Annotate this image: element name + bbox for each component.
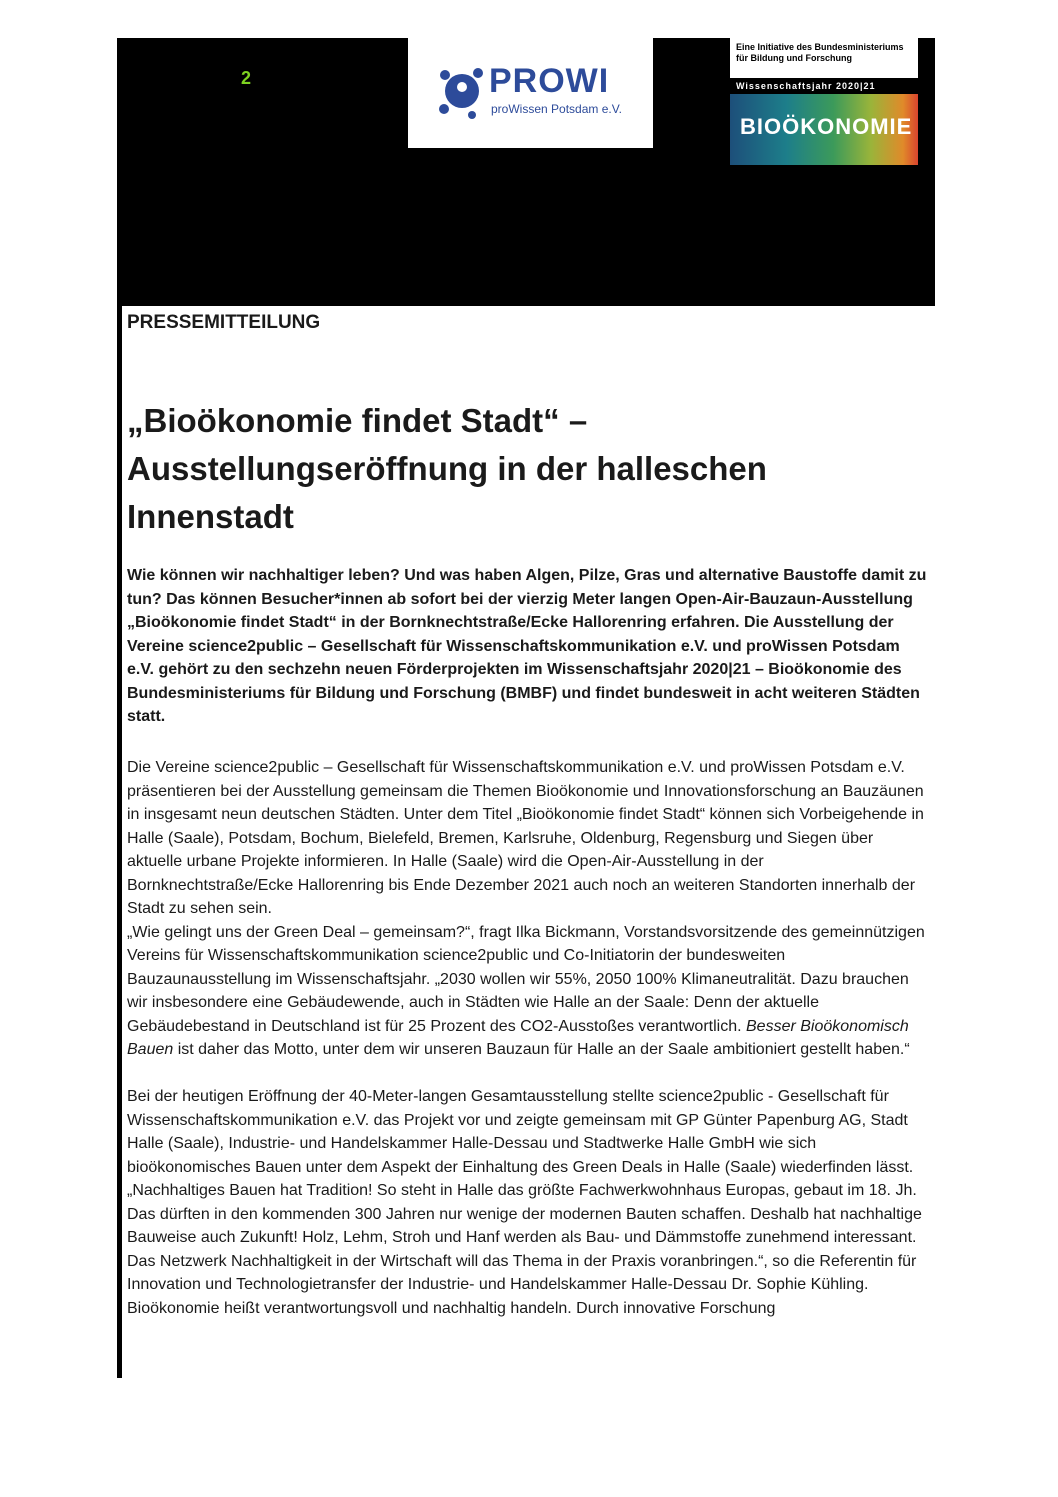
prowi-molecule-icon <box>438 63 488 123</box>
bmbf-initiative-text: Eine Initiative des Bundesministeriums für Bildung und Forschung <box>736 42 904 63</box>
quote-part-2: ist daher das Motto, unter dem wir unseren Bauzaun für Halle an der Saale ambitioniert gestellt haben.“ <box>173 1041 910 1058</box>
document-kicker: PRESSEMITTEILUNG <box>127 312 321 333</box>
body-paragraph-1: Die Vereine science2public – Gesellschaft für Wissenschaftskommunikation e.V. und proWissen Potsdam e.V. präsentieren bei der Ausstellung gemeinsam die Themen Bioökonomie und Innovationsforschung an Bauzäunen in insgesamt neun deutschen Städten. Unter dem Titel „Bioökonomie findet Stadt“ können sich Vorbeigehende in Halle (Saale), Potsdam, Bochum, Bielefeld, Bremen, Karlsruhe, Oldenburg, Regensburg und Siegen über aktuelle urbane Projekte informieren. In Halle (Saale) wird die Open-Air-Ausstellung in der Bornknechtstraße/Ecke Hallorenring bis Ende Dezember 2021 auch noch an weiteren Standorten innerhalb der Stadt zu sehen sein. <box>127 759 924 917</box>
prowi-logo <box>408 38 653 148</box>
page-number: 2 <box>241 68 252 88</box>
wissenschaftsjahr-label: Wissenschaftsjahr 2020|21 <box>730 78 918 94</box>
biooekonomie-badge-text: BIOÖKONOMIE <box>740 114 913 139</box>
motto-italic: Besser Bioökonomisch Bauen <box>127 1017 909 1058</box>
quote-part-1: „Wie gelingt uns der Green Deal – gemeinsam?“, fragt Ilka Bickmann, Vorstandsvorsitzende des gemeinnützigen Vereins für Wissenschaftskommunikation science2public und Co-Initiatorin der bundesweiten Bauzaunausstellung im Wissenschaftsjahr. „2030 wollen wir 55%, 2050 100% Klimaneutralität. Dazu brauchen wir insbesondere eine Gebäudewende, auch in Städten wie Halle an der Saale: Denn der aktuelle Gebäudebestand in Deutschland ist für 25 Prozent des CO2-Ausstoßes verantwortlich. <box>127 923 925 1035</box>
document-headline: „Bioökonomie findet Stadt“ – Ausstellungseröffnung in der halleschen Innenstadt <box>127 402 767 535</box>
body-paragraph-2 <box>127 921 930 1062</box>
lead-paragraph: Wie können wir nachhaltiger leben? Und was haben Algen, Pilze, Gras und alternative Baustoffe damit zu tun? Das können Besucher*innen ab sofort bei der vierzig Meter langen Open-Air-Bauzaun-Ausstellung „Bioökonomie findet Stadt“ in der Bornknechtstraße/Ecke Hallorenring erfahren. Die Ausstellung der Vereine science2public – Gesellschaft für Wissenschaftskommunikation e.V. und proWissen Potsdam e.V. gehört zu den sechzehn neuen Förderprojekten im Wissenschaftsjahr 2020|21 – Bioökonomie des Bundesministeriums für Bildung und Forschung (BMBF) und findet bundesweit in acht weiteren Städten statt. <box>127 567 927 725</box>
document-body <box>127 756 930 1320</box>
body-paragraph-3: Bei der heutigen Eröffnung der 40-Meter-langen Gesamtausstellung stellte science2public - Gesellschaft für Wissenschaftskommunikation e.V. das Projekt vor und zeigte gemeinsam mit GP Günter Papenburg AG, Stadt Halle (Saale), Industrie- und Handelskammer Halle-Dessau und Stadtwerke Halle GmbH wie sich bioökonomisches Bauen unter dem Aspekt der Einhaltung des Green Deals in Halle (Saale) wiederfinden lässt. „Nachhaltiges Bauen hat Tradition! So steht in Halle das größte Fachwerkwohnhaus Europas, gebaut im 18. Jh. Das dürften in den kommenden 300 Jahren nur wenige der modernen Bauten schaffen. Deshalb hat nachhaltige Bauweise auch Zukunft! Holz, Lehm, Stroh und Hanf werden als Bau- und Dämmstoffe zunehmend interessant. Das Netzwerk Nachhaltigkeit in der Wirtschaft will das Thema in der Praxis voranbringen.“, so die Referentin für Innovation und Technologietransfer der Industrie- und Handelskammer Halle-Dessau Dr. Sophie Kühling. Bioökonomie heißt verantwortungsvoll und nachhaltig handeln. Durch innovative Forschung <box>127 1088 922 1317</box>
left-margin-bar <box>117 306 122 1378</box>
prowi-logo-subtitle: proWissen Potsdam e.V. <box>491 102 622 116</box>
biooekonomie-badge <box>730 94 918 165</box>
wissenschaftsjahr-logo <box>730 38 918 165</box>
prowi-logo-name: PROWI <box>489 62 610 100</box>
